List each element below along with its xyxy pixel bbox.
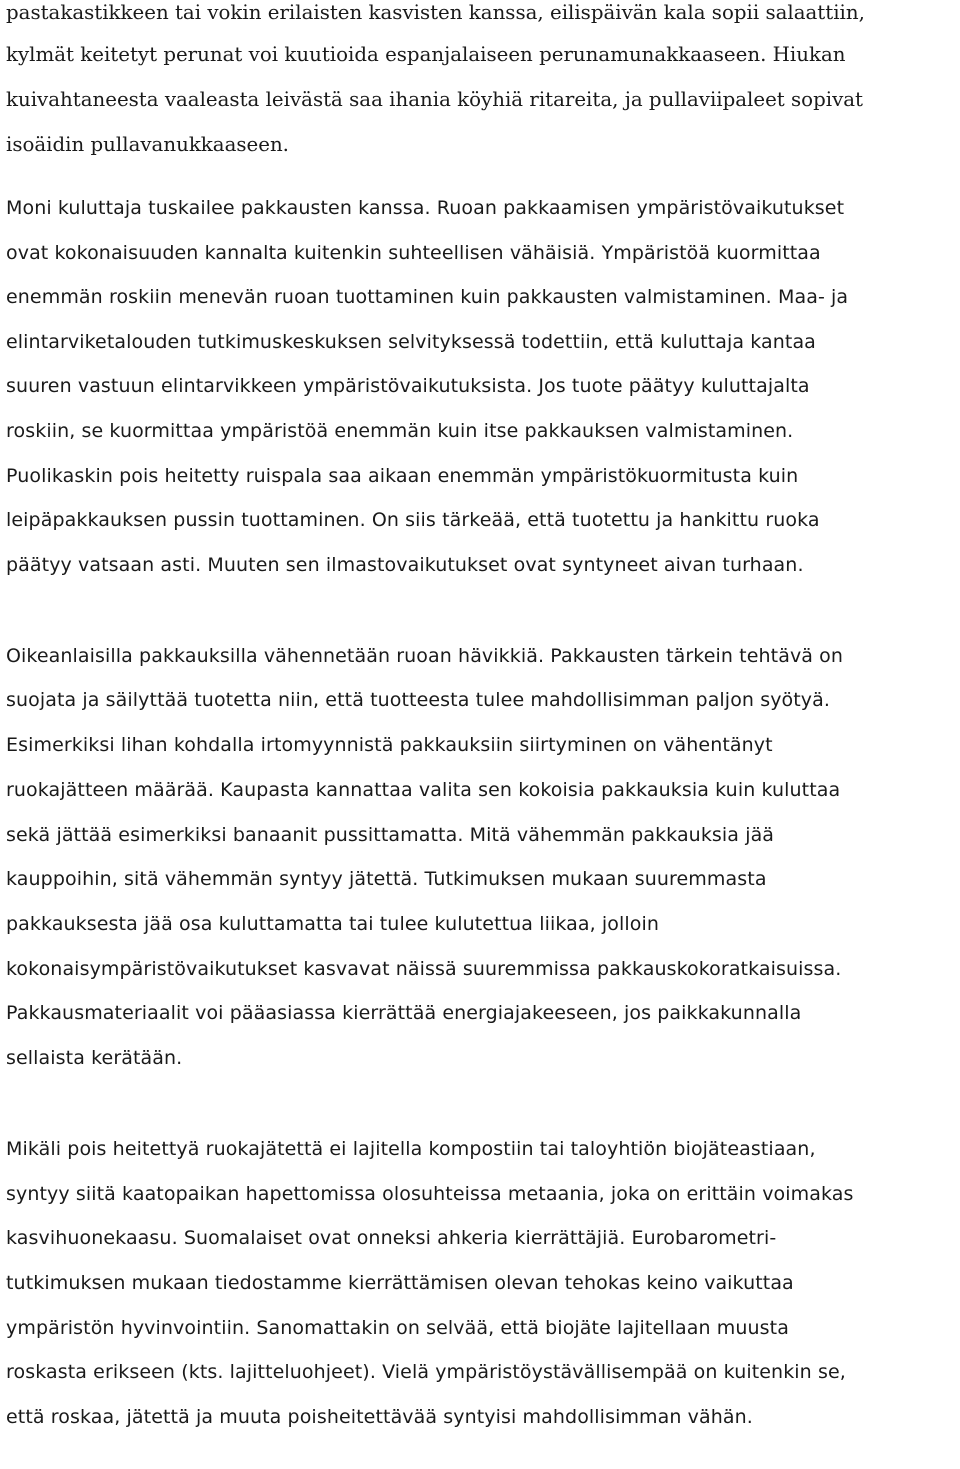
text-line: kuivahtaneesta vaaleasta leivästä saa ihania köyhiä ritareita, ja pullaviipaleet sopivat — [6, 88, 863, 111]
text-line: roskasta erikseen (kts. lajitteluohjeet). Vielä ympäristöystävällisempää on kuitenkin se, — [6, 1361, 846, 1383]
text-line: isoäidin pullavanukkaaseen. — [6, 133, 289, 156]
text-line: pakkauksesta jää osa kuluttamatta tai tulee kulutettua liikaa, jolloin — [6, 913, 659, 935]
text-line: pastakastikkeen tai vokin erilaisten kasvisten kanssa, eilispäivän kala sopii salaattiin, — [6, 1, 865, 24]
text-line: leipäpakkauksen pussin tuottaminen. On siis tärkeää, että tuotettu ja hankittu ruoka — [6, 509, 820, 531]
text-line: sellaista kerätään. — [6, 1047, 183, 1069]
text-line: syntyy siitä kaatopaikan hapettomissa olosuhteissa metaania, joka on erittäin voimakas — [6, 1183, 854, 1205]
text-line: roskiin, se kuormittaa ympäristöä enemmän kuin itse pakkauksen valmistaminen. — [6, 420, 794, 442]
text-line: Mikäli pois heitettyä ruokajätettä ei lajitella kompostiin tai taloyhtiön biojäteastiaan, — [6, 1138, 816, 1160]
text-line: Puolikaskin pois heitetty ruispala saa aikaan enemmän ympäristökuormitusta kuin — [6, 465, 799, 487]
text-line: ympäristön hyvinvointiin. Sanomattakin on selvää, että biojäte lajitellaan muusta — [6, 1317, 789, 1339]
text-line: Moni kuluttaja tuskailee pakkausten kanssa. Ruoan pakkaamisen ympäristövaikutukset — [6, 197, 845, 219]
text-line: Pakkausmateriaalit voi pääasiassa kierrättää energiajakeeseen, jos paikkakunnalla — [6, 1002, 802, 1024]
text-line: päätyy vatsaan asti. Muuten sen ilmastovaikutukset ovat syntyneet aivan turhaan. — [6, 554, 804, 576]
text-line: suuren vastuun elintarvikkeen ympäristövaikutuksista. Jos tuote päätyy kuluttajalta — [6, 375, 810, 397]
text-line: tutkimuksen mukaan tiedostamme kierrättämisen olevan tehokas keino vaikuttaa — [6, 1272, 794, 1294]
text-line: sekä jättää esimerkiksi banaanit pussittamatta. Mitä vähemmän pakkauksia jää — [6, 824, 775, 846]
text-line: että roskaa, jätettä ja muuta poisheitettävää syntyisi mahdollisimman vähän. — [6, 1406, 753, 1428]
text-line: suojata ja säilyttää tuotetta niin, että tuotteesta tulee mahdollisimman paljon syötyä. — [6, 689, 831, 711]
text-line: enemmän roskiin menevän ruoan tuottaminen kuin pakkausten valmistaminen. Maa- ja — [6, 286, 849, 308]
text-line: kauppoihin, sitä vähemmän syntyy jätettä. Tutkimuksen mukaan suuremmasta — [6, 868, 767, 890]
text-line: kokonaisympäristövaikutukset kasvavat näissä suuremmissa pakkauskokoratkaisuissa. — [6, 958, 842, 980]
text-line: Oikeanlaisilla pakkauksilla vähennetään ruoan hävikkiä. Pakkausten tärkein tehtävä on — [6, 645, 844, 667]
text-line: elintarviketalouden tutkimuskeskuksen selvityksessä todettiin, että kuluttaja kantaa — [6, 331, 816, 353]
text-line: Esimerkiksi lihan kohdalla irtomyynnistä pakkauksiin siirtyminen on vähentänyt — [6, 734, 773, 756]
text-line: ovat kokonaisuuden kannalta kuitenkin suhteellisen vähäisiä. Ympäristöä kuormittaa — [6, 242, 821, 264]
text-line: ruokajätteen määrää. Kaupasta kannattaa valita sen kokoisia pakkauksia kuin kuluttaa — [6, 779, 841, 801]
text-line: kylmät keitetyt perunat voi kuutioida espanjalaiseen perunamunakkaaseen. Hiukan — [6, 43, 846, 66]
text-line: kasvihuonekaasu. Suomalaiset ovat onneksi ahkeria kierrättäjiä. Eurobarometri- — [6, 1227, 777, 1249]
